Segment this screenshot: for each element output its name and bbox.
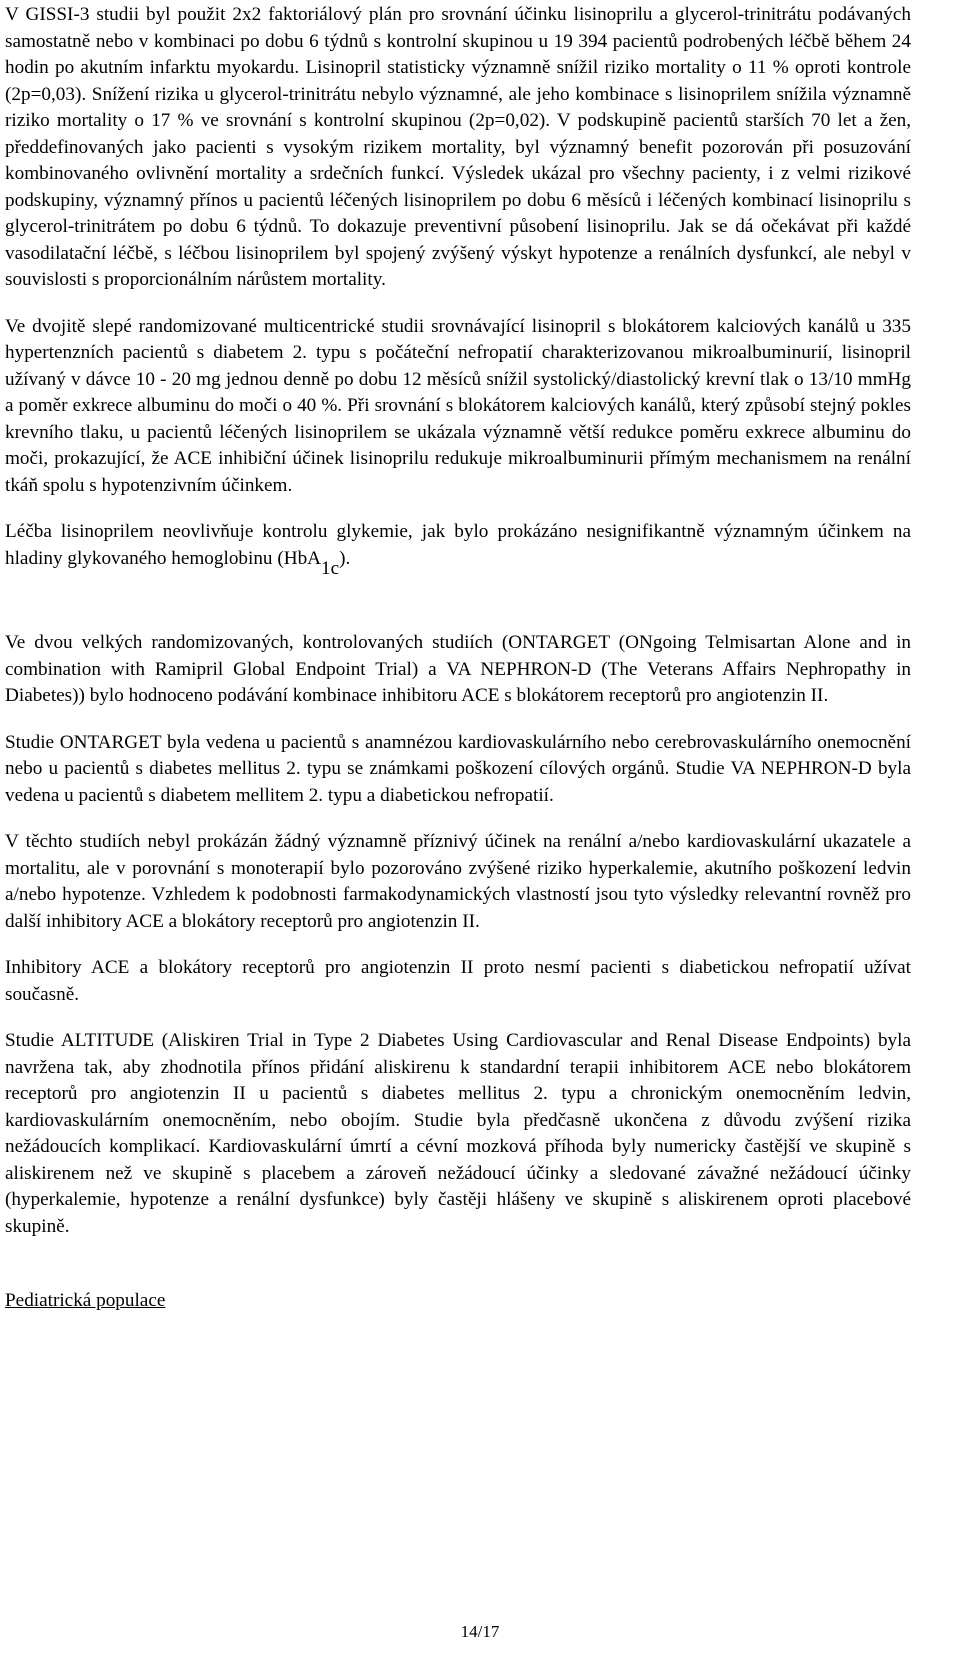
section-spacer bbox=[5, 592, 911, 630]
page-number: 14/17 bbox=[460, 1622, 500, 1641]
hba1c-subscript: 1c bbox=[321, 557, 340, 579]
paragraph-gissi3: V GISSI-3 studii byl použit 2x2 faktoriálový plán pro srovnání účinku lisinoprilu a glycerol-trinitrátu podávaných samostatně nebo v kombinaci po dobu 6 týdnů s kontrolní skupinou u 19 394 pacientů podrobených léčbě během 24 hodin po akutním infarktu myokardu. Lisinopril statisticky významně snížil riziko mortality o 11 % oproti kontrole (2p=0,03). Snížení rizika u glycerol-trinitrátu nebylo významné, ale jeho kombinace s lisinoprilem snížila významně riziko mortality o 17 % ve srovnání s kontrolní skupinou (2p=0,02). V podskupině pacientů starších 70 let a žen, předdefinovaných jako pacienti s vysokým rizikem mortality, byl významný benefit pozorován při posuzování kombinovaného ovlivnění mortality a srdečních funkcí. Výsledek ukázal pro všechny pacienty, i z velmi rizikové podskupiny, významný přínos u pacientů léčených lisinoprilem po dobu 6 měsíců i léčených kombinací lisinoprilu s glycerol-trinitrátem po dobu 6 týdnů. To dokazuje preventivní působení lisinoprilu. Jak se dá očekávat při každé vasodilatační léčbě, s léčbou lisinoprilem byl spojený zvýšený výskyt hypotenze a renálních dysfunkcí, ale nebyl v souvislosti s proporcionálním nárůstem mortality. bbox=[5, 4, 911, 290]
section-heading-pediatric: Pediatrická populace bbox=[5, 1290, 166, 1311]
paragraph-altitude: Studie ALTITUDE (Aliskiren Trial in Type 2 Diabetes Using Cardiovascular and Renal Disease Endpoints) byla navržena tak, aby zhodnotila přínos přidání aliskirenu k standardní terapii inhibitorem ACE nebo blokátorem receptorů pro angiotenzin II u pacientů s diabetes mellitus 2. typu a chronickým onemocněním ledvin, kardiovaskulárním onemocněním, nebo obojím. Studie byla předčasně ukončena z důvodu zvýšení rizika nežádoucích komplikací. Kardiovaskulární úmrtí a cévní mozková příhoda byly numericky častější ve skupině s aliskirenem než ve skupině s placebem a zároveň nežádoucí účinky a sledované závažné nežádoucí účinky (hyperkalemie, hypotenze a renální dysfunkce) byly častěji hlášeny ve skupině s aliskirenem oproti placebové skupině. bbox=[5, 1030, 911, 1237]
paragraph-glycemia bbox=[5, 519, 911, 579]
glycemia-text: Léčba lisinoprilem neovlivňuje kontrolu glykemie, jak bylo prokázáno nesignifikantně významným účinkem na hladiny glykovaného hemoglobinu (HbA bbox=[5, 521, 911, 569]
document-page bbox=[5, 2, 911, 1315]
paragraph-ontarget-nephron: Ve dvou velkých randomizovaných, kontrolovaných studiích (ONTARGET (ONgoing Telmisartan Alone and in combination with Ramipril Global Endpoint Trial) a VA NEPHRON-D (The Veterans Affairs Nephropathy in Diabetes)) bylo hodnoceno podávání kombinace inhibitoru ACE s blokátorem receptorů pro angiotenzin II. bbox=[5, 632, 911, 706]
paragraph-ontarget-details: Studie ONTARGET byla vedena u pacientů s anamnézou kardiovaskulárního nebo cerebrovaskulárního onemocnění nebo u pacientů s diabetes mellitus 2. typu se známkami poškození cílových orgánů. Studie VA NEPHRON-D byla vedena u pacientů s diabetem mellitem 2. typu a diabetickou nefropatií. bbox=[5, 731, 911, 806]
paragraph-study-results: V těchto studiích nebyl prokázán žádný významně příznivý účinek na renální a/nebo kardiovaskulární ukazatele a mortalitu, ale v porovnání s monoterapií bylo pozorováno zvýšené riziko hyperkalemie, akutního poškození ledvin a/nebo hypotenze. Vzhledem k podobnosti farmakodynamických vlastností jsou tyto výsledky relevantní rovněž pro další inhibitory ACE a blokátory receptorů pro angiotenzin II. bbox=[5, 831, 911, 932]
heading-spacer bbox=[5, 1260, 911, 1288]
glycemia-closing: ). bbox=[339, 547, 351, 569]
paragraph-microalbuminuria-study: Ve dvojitě slepé randomizované multicentrické studii srovnávající lisinopril s blokátorem kalciových kanálů u 335 hypertenzních pacientů s diabetem 2. typu s počáteční nefropatií charakterizovanou mikroalbuminurií, lisinopril užívaný v dávce 10 - 20 mg jednou denně po dobu 12 měsíců snížil systolický/diastolický krevní tlak o 13/10 mmHg a poměr exkrece albuminu do moči o 40 %. Při srovnání s blokátorem kalciových kanálů, který způsobí stejný pokles krevního tlaku, u pacientů léčených lisinoprilem se ukázala významně větší redukce poměru exkrece albuminu do moči, prokazující, že ACE inhibiční účinek lisinoprilu redukuje mikroalbuminurii přímým mechanismem na renální tkáň spolu s hypotenzivním účinkem. bbox=[5, 315, 911, 496]
paragraph-contraindication: Inhibitory ACE a blokátory receptorů pro angiotenzin II proto nesmí pacienti s diabetickou nefropatií užívat současně. bbox=[5, 957, 911, 1005]
